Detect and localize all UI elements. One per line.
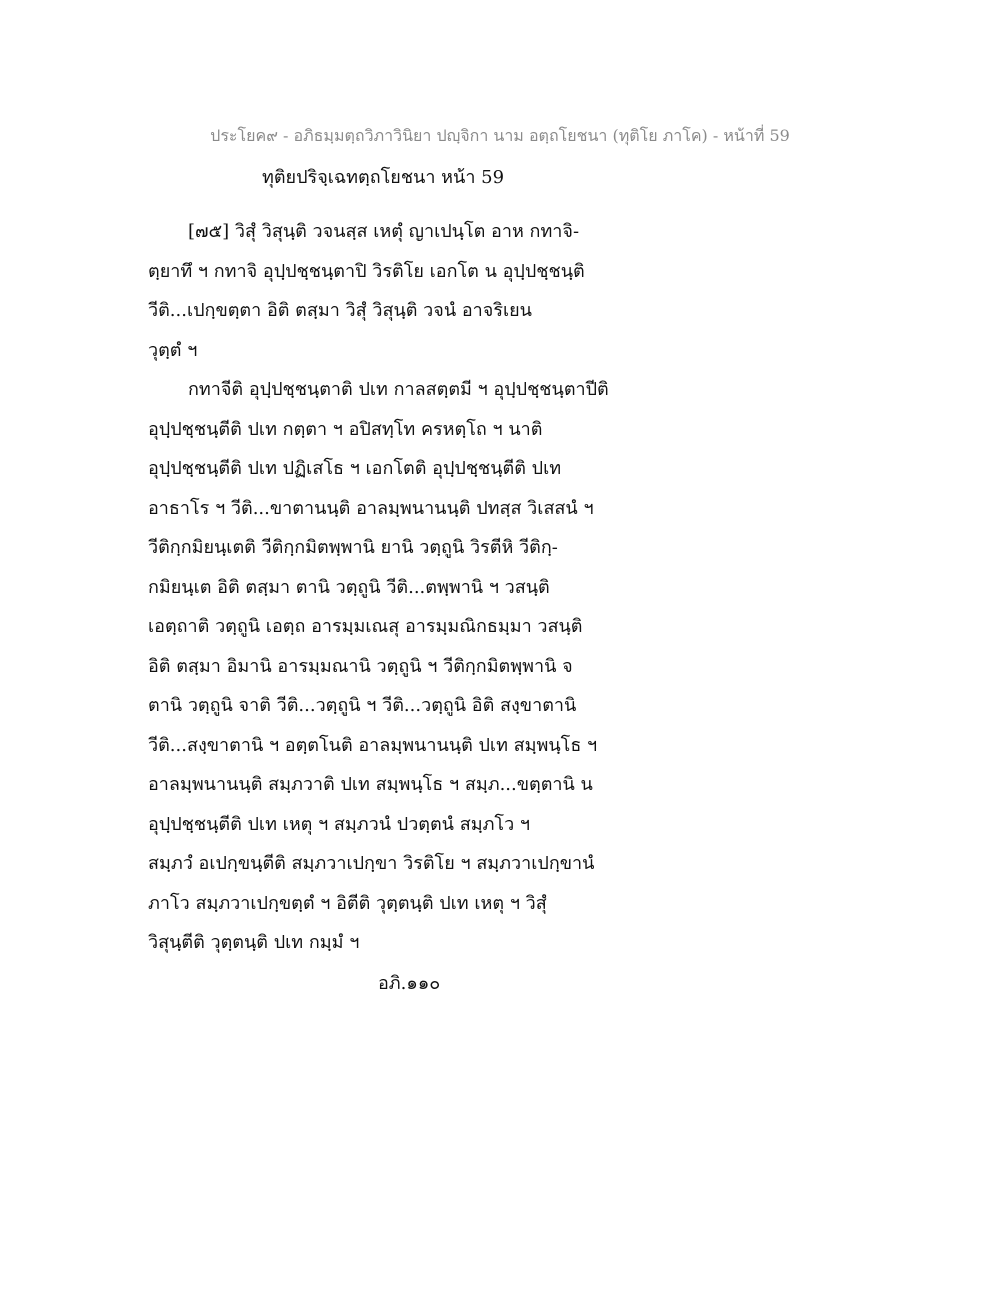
body-text (148, 212, 708, 963)
paragraph-line: อิติ ตสฺมา อิมานิ อารมฺมณานิ วตฺถูนิ ฯ วีติกฺกมิตพฺพานิ จ (148, 655, 573, 677)
paragraph-line: ภาโว สมฺภวาเปกฺขตฺตํ ฯ อิตีติ วุตฺตนฺติ ปเท เหตุ ฯ วิสุํ (148, 892, 547, 914)
paragraph-line: อุปฺปชฺชนฺตีติ ปเท เหตุ ฯ สมฺภวนํ ปวตฺตนํ สมฺภโว ฯ (148, 813, 531, 835)
paragraph-line: เอตฺถาติ วตฺถูนิ เอตฺถ อารมฺมเณสุ อารมฺมณิกธมฺมา วสนฺติ (148, 616, 583, 637)
running-header: ประโยค๙ - อภิธมฺมตฺถวิภาวินิยา ปญฺจิกา นาม อตฺถโยชนา (ทุติโย ภาโค) - หน้าที่ 59 (210, 126, 790, 145)
paragraph-line: อาลมฺพนานนฺติ สมฺภวาติ ปเท สมฺพนฺโธ ฯ สมฺภ...ขตฺตานิ น (148, 774, 593, 795)
paragraph-line: สมฺภวํ อเปกฺขนฺตีติ สมฺภวาเปกฺขา วิรติโย ฯ สมฺภวาเปกฺขานํ (148, 853, 595, 874)
page-footer-marker: อภิ.๑๑๐ (378, 973, 441, 994)
paragraph-line: วีติ...สงฺขาตานิ ฯ อตฺตโนติ อาลมฺพนานนฺติ ปเท สมฺพนฺโธ ฯ (148, 734, 598, 756)
paragraph-line: วีติกฺกมิยนฺเตติ วีติกฺกมิตพฺพานิ ยานิ วตฺถูนิ วิรตีหิ วีติกฺ- (148, 537, 558, 558)
paragraph-line: อาธาโร ฯ วีติ...ขาตานนฺติ อาลมฺพนานนฺติ ปทสฺส วิเสสนํ ฯ (148, 497, 594, 519)
paragraph-line: วีติ...เปกฺขตฺตา อิติ ตสฺมา วิสุํ วิสุนฺติ วจนํ อาจริเยน (148, 300, 532, 321)
paragraph-line: กทาจีติ อุปฺปชฺชนฺตาติ ปเท กาลสตฺตมี ฯ อุปฺปชฺชนฺตาปีติ (188, 379, 609, 400)
paragraph-line: ตฺยาทึ ฯ กทาจิ อุปฺปชฺชนฺตาปิ วิรติโย เอกโต น อุปฺปชฺชนฺติ (148, 260, 585, 282)
section-title: ทุติยปริจฺเฉทตฺถโยชนา หน้า 59 (262, 167, 505, 188)
paragraph-line: วิสุนฺตีติ วุตฺตนฺติ ปเท กมฺมํ ฯ (148, 932, 360, 953)
paragraph-line: วุตฺตํ ฯ (148, 339, 198, 361)
paragraph-line: กมิยนฺเต อิติ ตสฺมา ตานิ วตฺถูนิ วีติ...ตพฺพานิ ฯ วสนฺติ (148, 576, 550, 598)
paragraph-line: อุปฺปชฺชนฺตีติ ปเท กตฺตา ฯ อปิสทฺโท ครหตฺโถ ฯ นาติ (148, 418, 543, 440)
paragraph-line: [๗๕] วิสุํ วิสุนฺติ วจนสฺส เหตุํ ญาเปนฺโต อาห กทาจิ- (188, 221, 580, 242)
paragraph-line: อุปฺปชฺชนฺตีติ ปเท ปฏิเสโธ ฯ เอกโตติ อุปฺปชฺชนฺตีติ ปเท (148, 458, 562, 479)
paragraph-line: ตานิ วตฺถูนิ จาติ วีติ...วตฺถูนิ ฯ วีติ...วตฺถูนิ อิติ สงฺขาตานิ (148, 695, 577, 716)
